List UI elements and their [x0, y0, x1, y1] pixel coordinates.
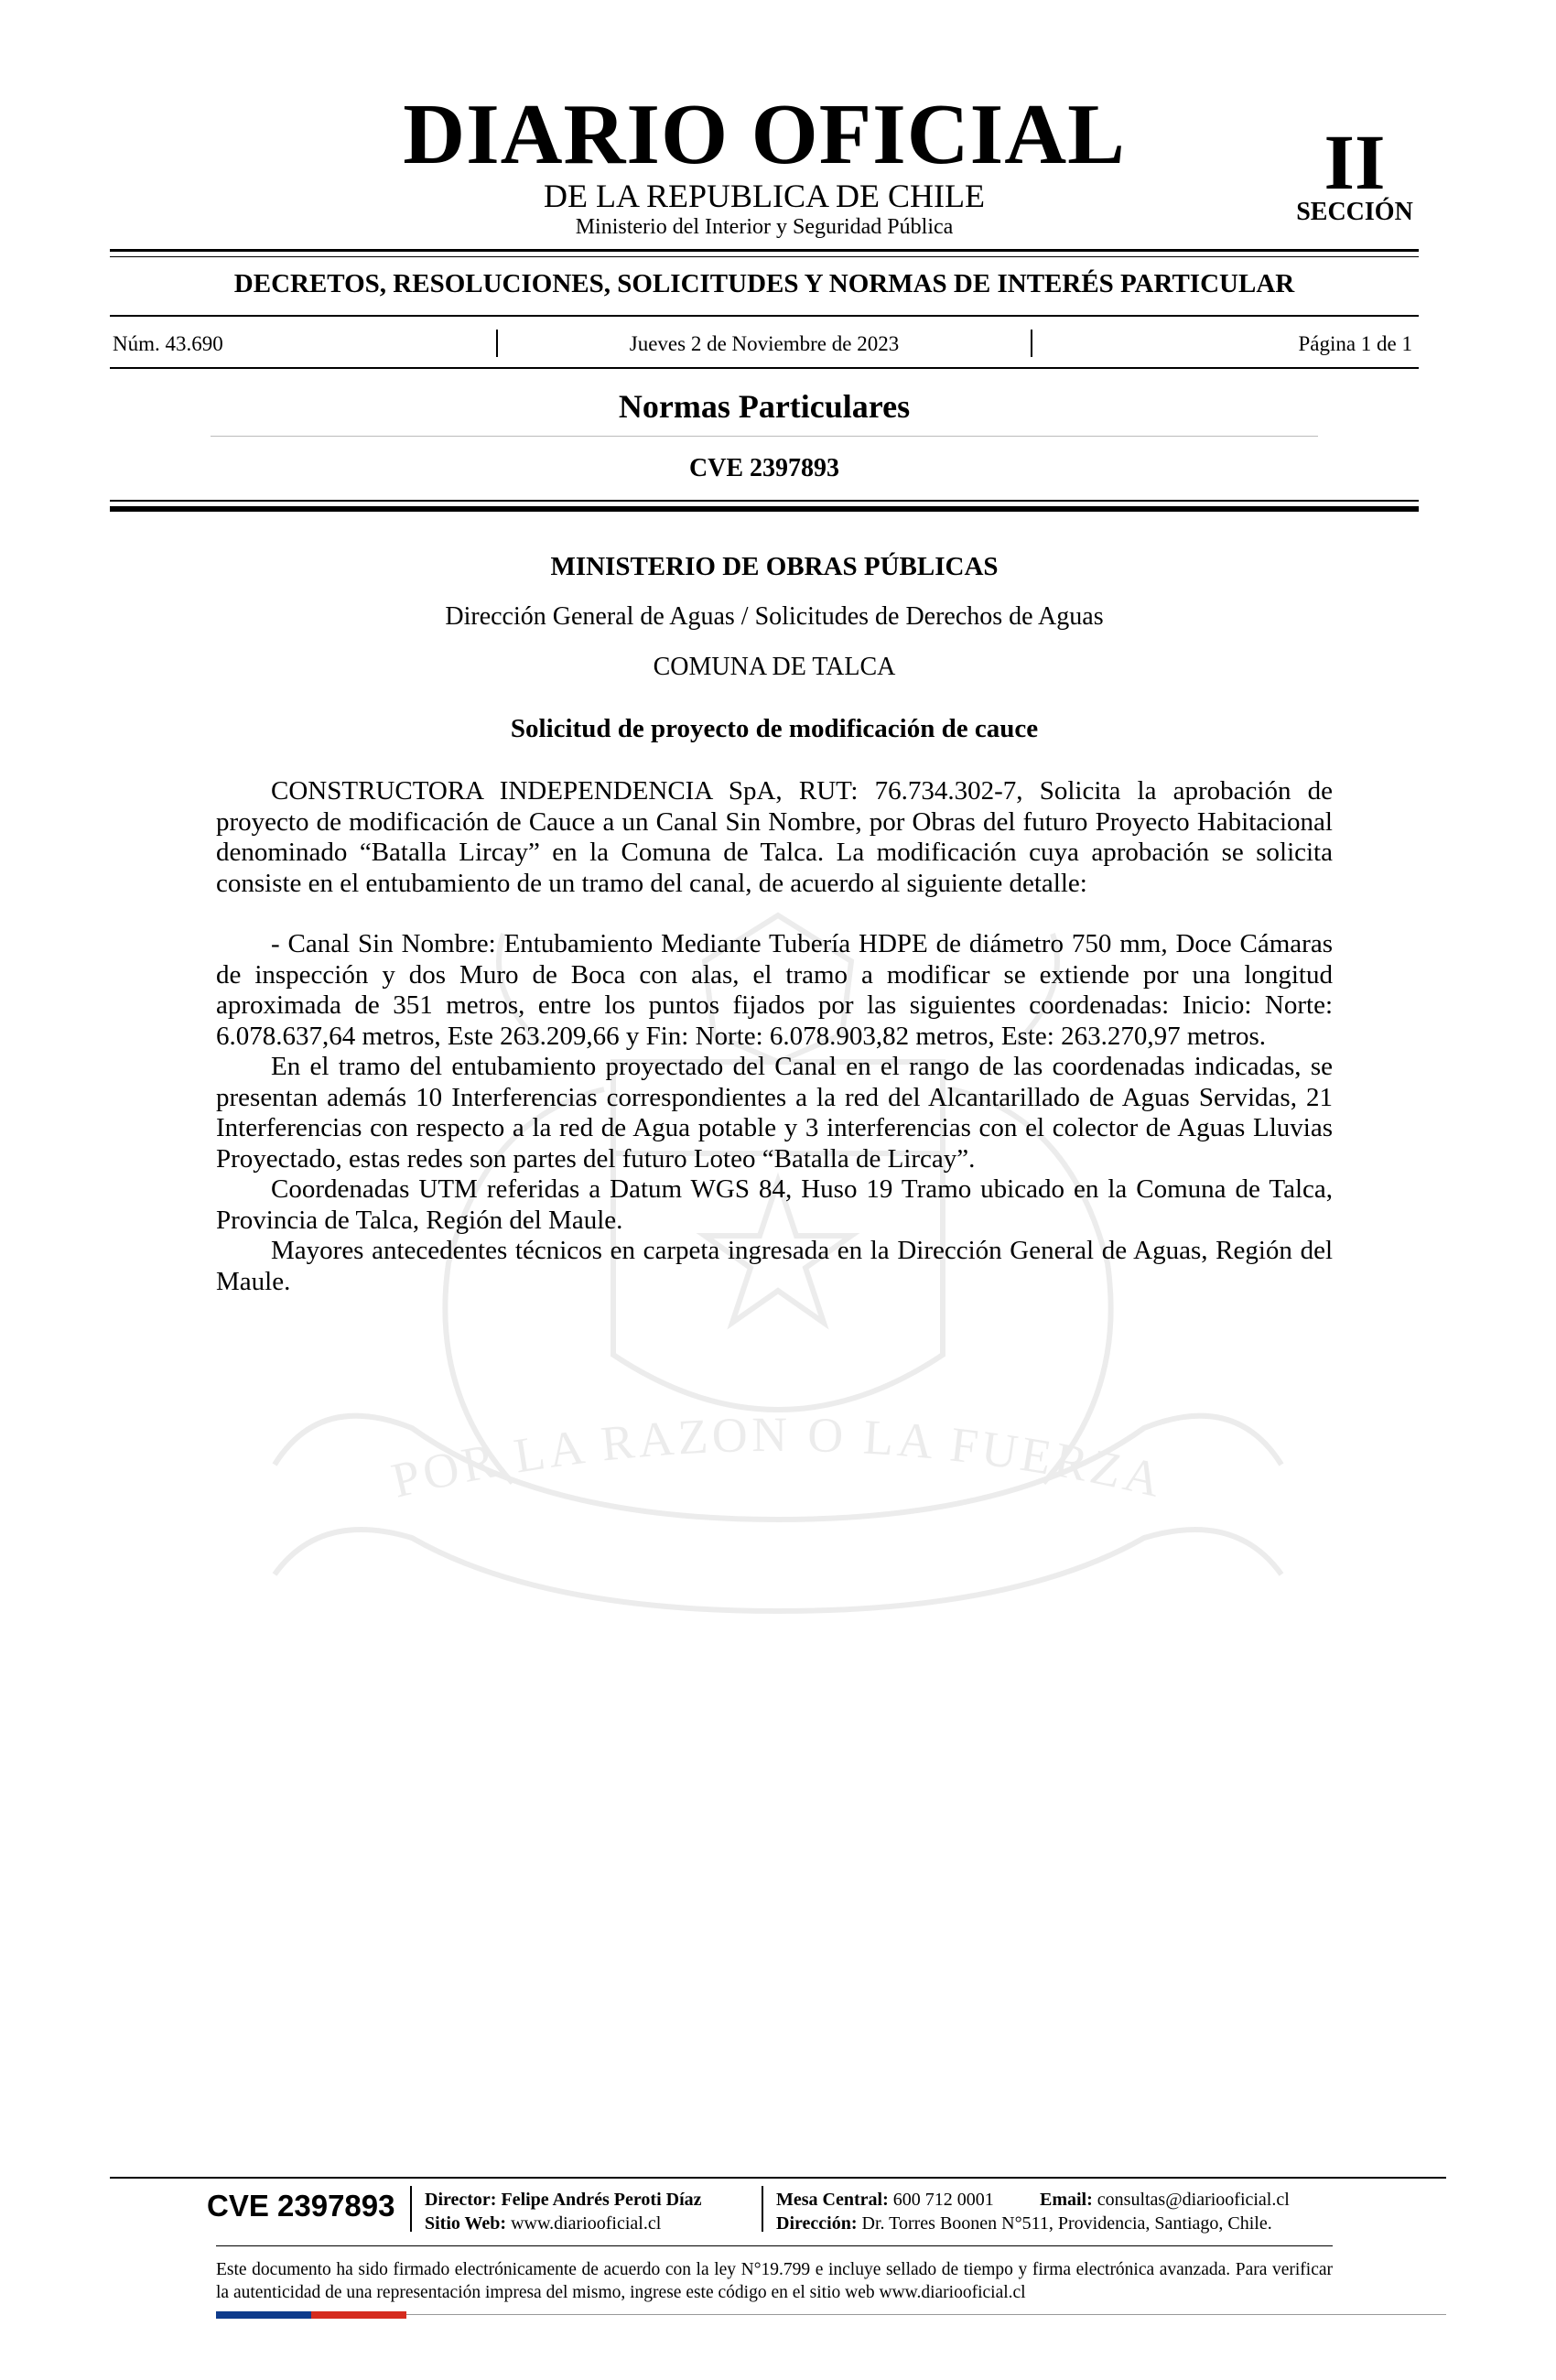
body-paragraph: - Canal Sin Nombre: Entubamiento Mediante Tubería HDPE de diámetro 750 mm, Doce Cámaras de inspección y dos Muro de Boca con alas, el tramo a modificar se extiende por una longitud aproximada de 351 metros, entre los puntos fijados por las siguientes coordenadas: Inicio: Norte: 6.078.637,64 metros, Este 263.209,66 y Fin: Norte: 6.078.903,82 metros, Este: 263.270,97 metros. — [216, 929, 1333, 1051]
meta-rule — [110, 367, 1419, 369]
body-paragraph: Coordenadas UTM referidas a Datum WGS 84, Huso 19 Tramo ubicado en la Comuna de Talca, Provincia de Talca, Región del Maule. — [216, 1174, 1333, 1235]
meta-separator — [1031, 330, 1032, 357]
masthead-subtitle: DE LA REPUBLICA DE CHILE — [544, 178, 985, 214]
body-paragraph: En el tramo del entubamiento proyectado del Canal en el rango de las coordenadas indicadas, se presentan además 10 Interferencias correspondientes a la red del Alcantarillado de Aguas Servidas, 21 Interferencias con respecto a la red de Agua potable y 3 interferencias con el colector de Aguas Lluvias Proyectado, estas redes son partes del futuro Loteo “Batalla de Lircay”. — [216, 1052, 1333, 1174]
cve-code: CVE 2397893 — [688, 454, 840, 482]
issue-number: Núm. 43.690 — [113, 332, 223, 355]
commune: COMUNA DE TALCA — [653, 653, 896, 681]
body-paragraph: CONSTRUCTORA INDEPENDENCIA SpA, RUT: 76.734.302-7, Solicita la aprobación de proyecto de modificación de Cauce a un Canal Sin Nombre, por Obras del futuro Proyecto Habitacional denominado “Batalla Lircay” en la Comuna de Talca. La modificación cuya aprobación se solicita consiste en el entubamiento de un tramo del canal, de acuerdo al siguiente detalle: — [216, 776, 1333, 898]
issuing-ministry: MINISTERIO DE OBRAS PÚBLICAS — [550, 552, 999, 581]
section-label: SECCIÓN — [1296, 198, 1413, 226]
body-paragraph: Mayores antecedentes técnicos en carpeta ingresada en la Dirección General de Aguas, Región del Maule. — [216, 1236, 1333, 1296]
watermark-motto: POR LA RAZON O LA FUERZA — [386, 1406, 1170, 1509]
issuing-department: Dirección General de Aguas / Solicitudes de Derechos de Aguas — [445, 602, 1104, 631]
section-banner: DECRETOS, RESOLUCIONES, SOLICITUDES Y NORMAS DE INTERÉS PARTICULAR — [233, 269, 1295, 298]
footer-director: Director: Felipe Andrés Peroti Díaz — [425, 2190, 702, 2210]
footer-email-link[interactable]: consultas@diariooficial.cl — [1097, 2190, 1290, 2210]
masthead-rule-thin — [110, 256, 1419, 257]
issue-date: Jueves 2 de Noviembre de 2023 — [629, 332, 900, 355]
footer-cve-code: CVE 2397893 — [207, 2189, 395, 2223]
footer-rule-top — [110, 2177, 1446, 2179]
document-title: Solicitud de proyecto de modificación de cauce — [510, 714, 1039, 743]
document-body — [216, 776, 1333, 1297]
footer-website-link[interactable]: www.diariooficial.cl — [511, 2213, 662, 2234]
footer-email: Email: consultas@diariooficial.cl — [1040, 2190, 1290, 2210]
footer-rule-mid — [216, 2245, 1333, 2246]
page-number: Página 1 de 1 — [1298, 332, 1412, 355]
svg-text:POR LA RAZON O LA FUERZA — [386, 1407, 1169, 1509]
footer-separator — [762, 2186, 763, 2232]
flag-stripe-red — [311, 2311, 406, 2319]
category-title: Normas Particulares — [618, 388, 911, 425]
category-rule — [211, 436, 1318, 437]
masthead-title: DIARIO OFICIAL — [403, 87, 1126, 182]
footer-separator — [410, 2186, 412, 2232]
footer-rule-bottom — [406, 2314, 1446, 2315]
section-number: II — [1324, 118, 1386, 206]
header-rule-thin — [110, 500, 1419, 502]
header-rule-thick — [110, 506, 1419, 512]
footer-signature-note: Este documento ha sido firmado electrónicamente de acuerdo con la ley N°19.799 e incluye sellado de tiempo y firma electrónica avanzada. Para verificar la autenticidad de una representación impresa del mismo, ingrese este código en el sitio web www.diariooficial.cl — [216, 2260, 1333, 2302]
footer-address: Dirección: Dr. Torres Boonen N°511, Providencia, Santiago, Chile. — [776, 2213, 1272, 2234]
banner-rule — [110, 315, 1419, 317]
flag-stripe-blue — [216, 2311, 311, 2319]
meta-separator — [496, 330, 498, 357]
footer-website: Sitio Web: www.diariooficial.cl — [425, 2213, 662, 2234]
masthead-rule-thick — [110, 249, 1419, 252]
footer-phone: Mesa Central: 600 712 0001 — [776, 2190, 994, 2210]
masthead-ministry: Ministerio del Interior y Seguridad Pública — [575, 215, 954, 239]
